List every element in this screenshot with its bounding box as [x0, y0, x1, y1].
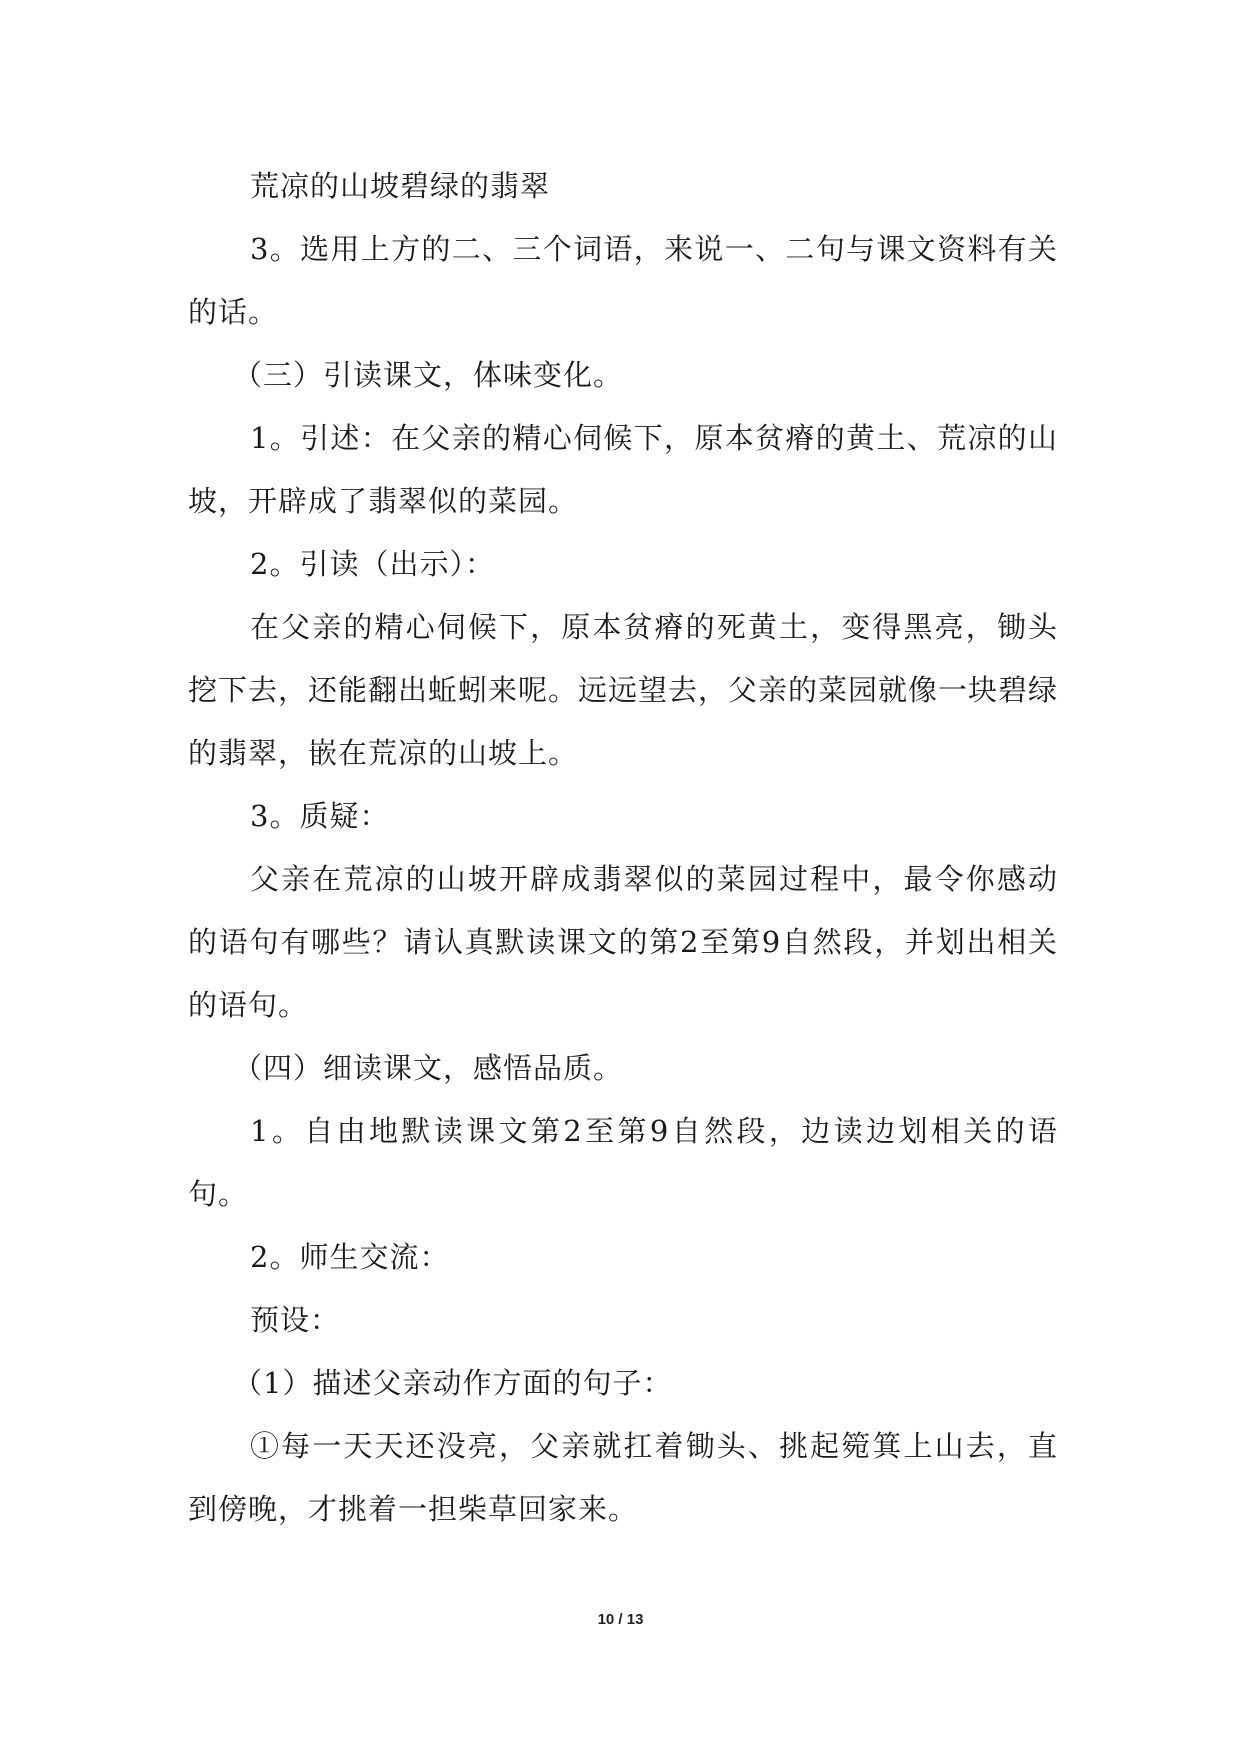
paragraph: 父亲在荒凉的山坡开辟成翡翠似的菜园过程中，最令你感动的语句有哪些？请认真默读课文的第2至第9自然段，并划出相关的语句。 — [188, 862, 1058, 1022]
paragraph: 1。引述：在父亲的精心伺候下，原本贫瘠的黄土、荒凉的山坡，开辟成了翡翠似的菜园。 — [188, 421, 1058, 518]
paragraph: 3。质疑： — [250, 799, 390, 833]
section-heading: （三）引读课文，体味变化。 — [233, 358, 624, 392]
page-body — [188, 155, 1058, 1541]
paragraph: 1。自由地默读课文第2至第9自然段，边读边划相关的语句。 — [188, 1114, 1058, 1211]
paragraph: 3。选用上方的二、三个词语，来说一、二句与课文资料有关的话。 — [188, 232, 1058, 329]
section-heading: （四）细读课文，感悟品质。 — [233, 1051, 624, 1085]
paragraph: 2。师生交流： — [250, 1240, 450, 1274]
paragraph: 荒凉的山坡碧绿的翡翠 — [250, 169, 551, 203]
page-number: 10 / 13 — [597, 1611, 644, 1628]
paragraph: ①每一天天还没亮，父亲就扛着锄头、挑起箢箕上山去，直到傍晚，才挑着一担柴草回家来。 — [188, 1429, 1058, 1526]
paragraph: 预设： — [250, 1303, 341, 1337]
paragraph: 2。引读（出示）： — [250, 547, 495, 581]
subsection-heading: （1）描述父亲动作方面的句子： — [233, 1366, 673, 1400]
paragraph: 在父亲的精心伺候下，原本贫瘠的死黄土，变得黑亮，锄头挖下去，还能翻出蚯蚓来呢。远远望去，父亲的菜园就像一块碧绿的翡翠，嵌在荒凉的山坡上。 — [188, 610, 1059, 770]
